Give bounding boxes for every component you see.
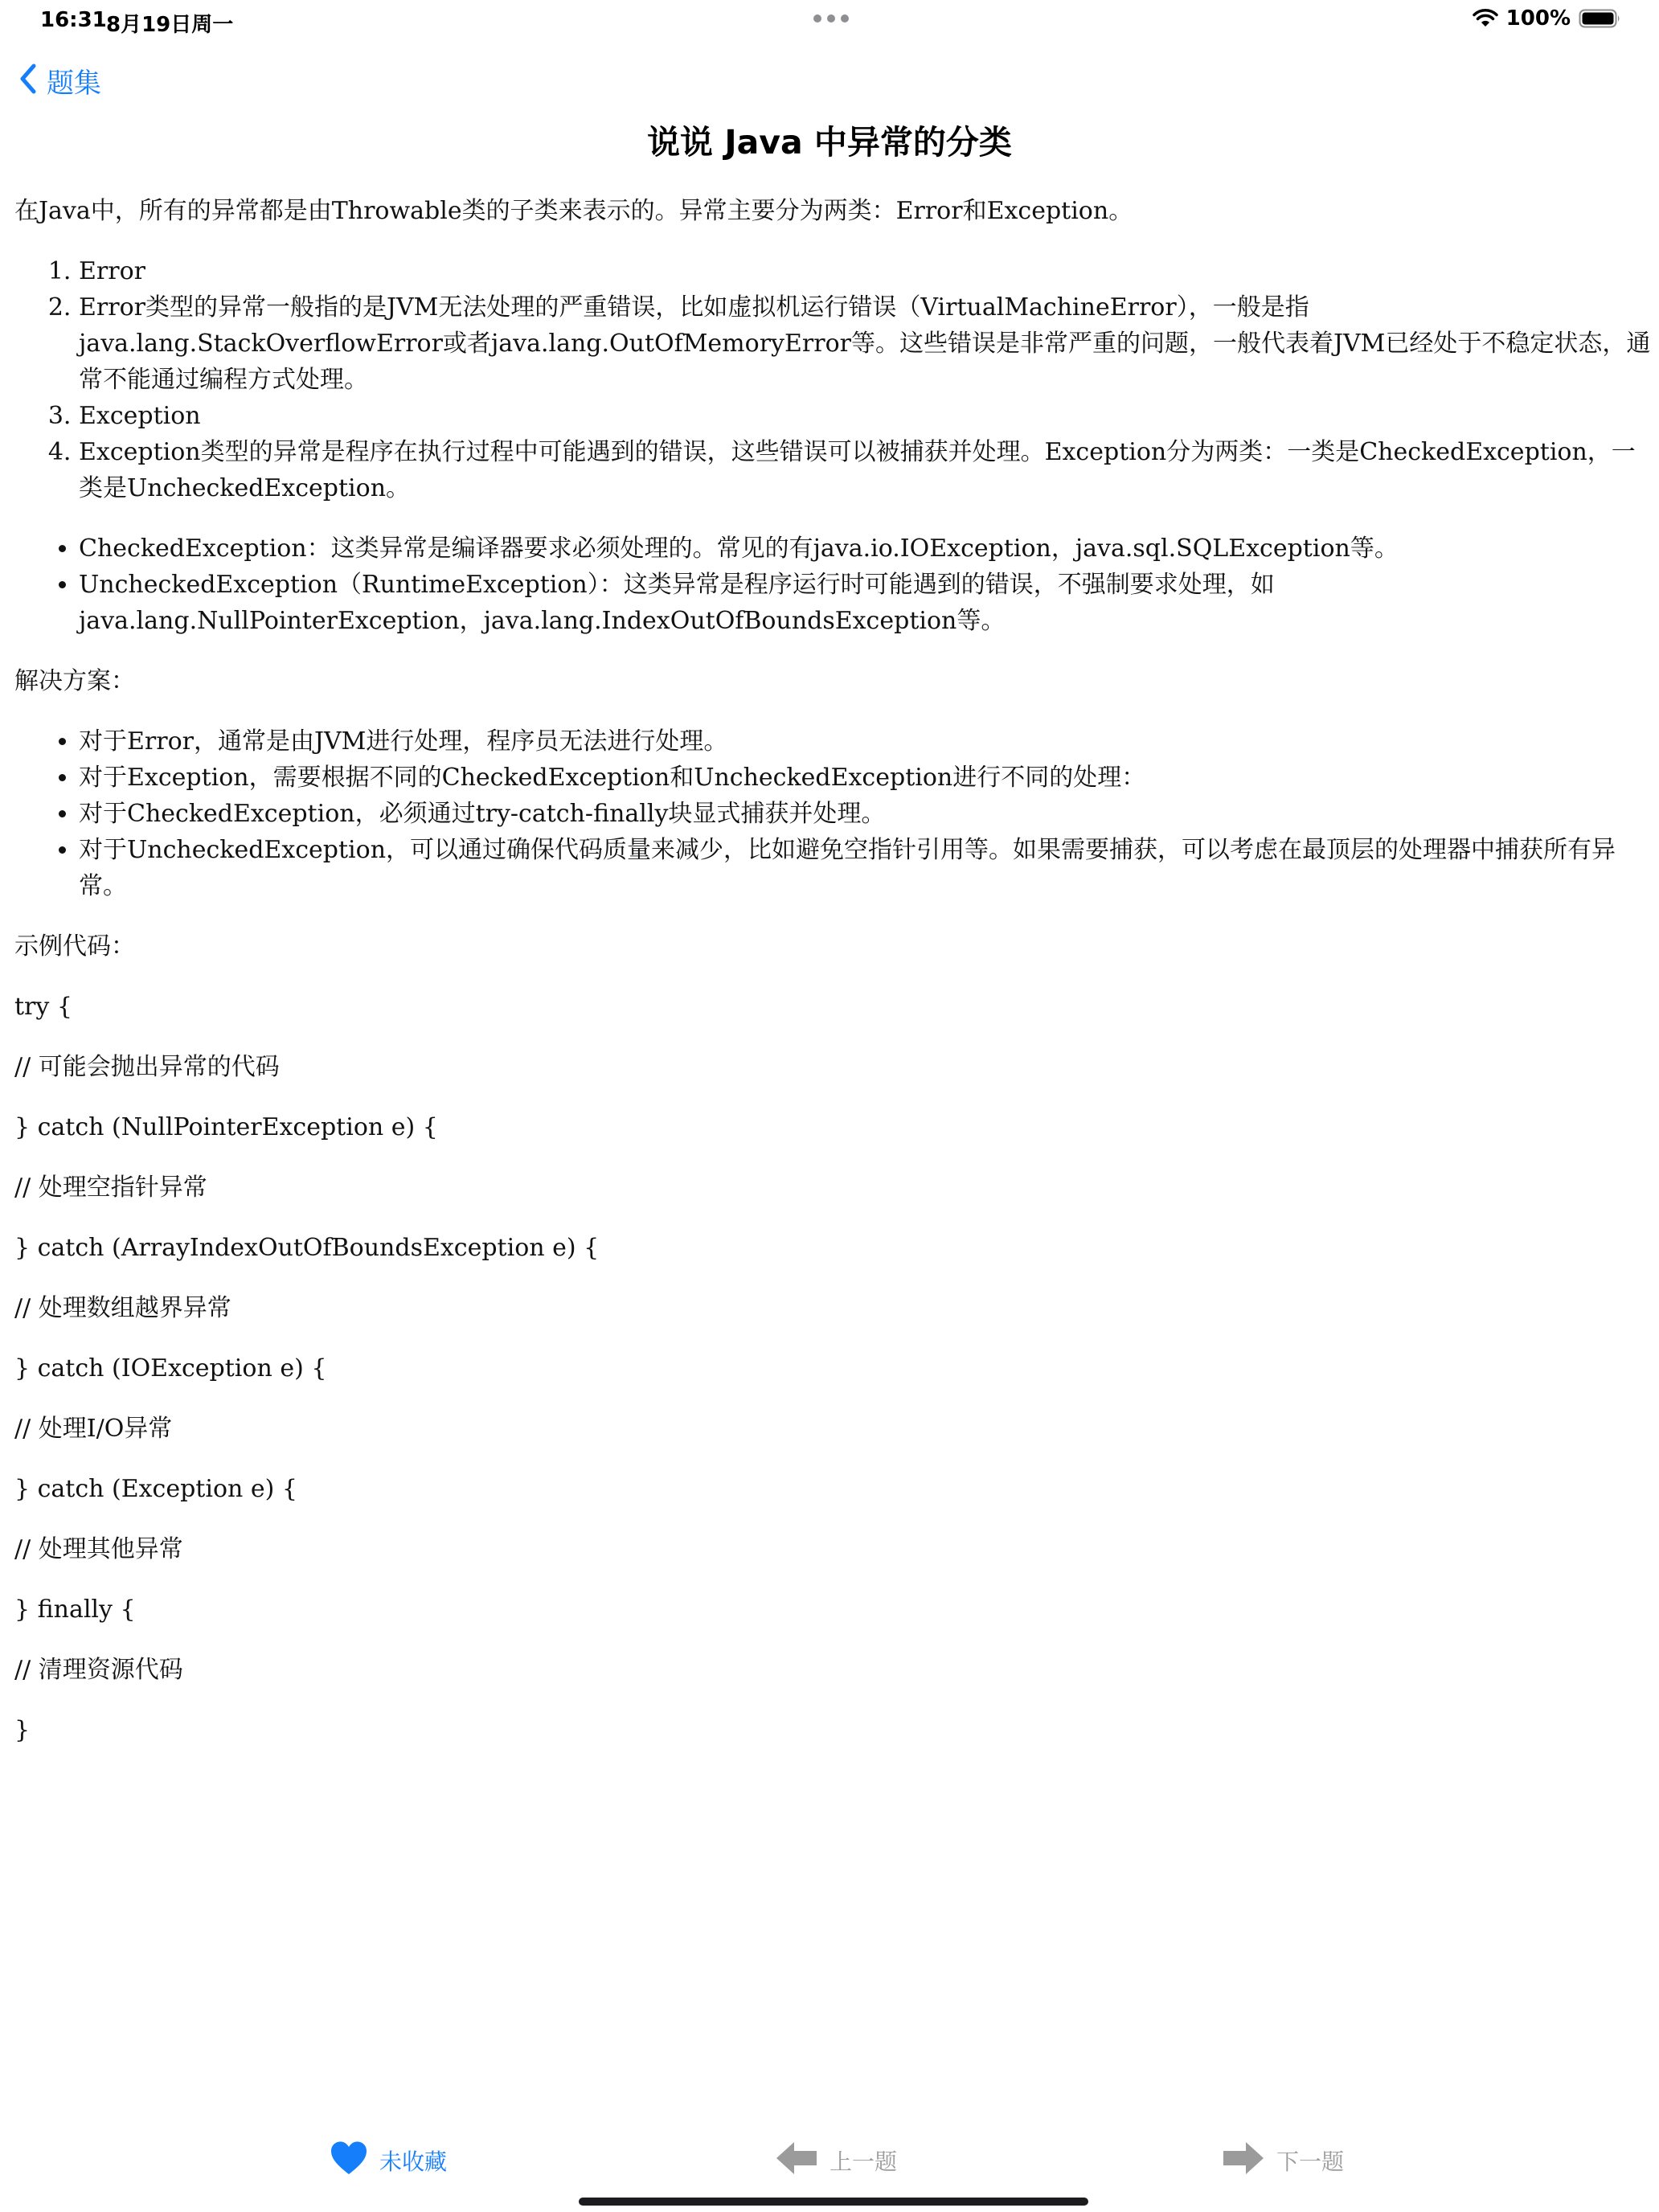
exception-types-list xyxy=(14,530,1654,639)
list-item: 4. Exception类型的异常是程序在执行过程中可能遇到的错误，这些错误可以被捕获并处理。Exception分为两类：一类是CheckedException，一类是UncheckedException。 xyxy=(79,434,1654,506)
heart-icon xyxy=(330,2140,368,2181)
bottom-toolbar xyxy=(0,2135,1659,2199)
favorite-label: 未收藏 xyxy=(379,2149,448,2175)
code-heading: 示例代码： xyxy=(14,932,135,961)
list-item: • 对于Error，通常是由JVM进行处理，程序员无法进行处理。 xyxy=(79,723,1654,760)
code-line: try { xyxy=(14,993,72,1021)
arrow-left-icon xyxy=(775,2140,818,2181)
arrow-right-icon xyxy=(1222,2140,1265,2181)
code-line: } catch (Exception e) { xyxy=(14,1475,297,1503)
status-indicators xyxy=(1473,6,1622,31)
code-line: } xyxy=(14,1716,31,1744)
page-title: 说说 Java 中异常的分类 xyxy=(647,123,1012,162)
list-item: 2. Error类型的异常一般指的是JVM无法处理的严重错误，比如虚拟机运行错误（VirtualMachineError），一般是指java.lang.StackOverflowError或者java.lang.OutOfMemoryError等。这些错误是非常严重的问题，一般代表着JVM已经处于不稳定状态，通常不能通过编程方式处理。 xyxy=(79,289,1654,398)
question-content xyxy=(14,193,1654,1772)
intro-paragraph: 在Java中，所有的异常都是由Throwable类的子类来表示的。异常主要分为两类：Error和Exception。 xyxy=(14,197,1133,225)
code-line: } catch (NullPointerException e) { xyxy=(14,1113,438,1141)
code-line: // 清理资源代码 xyxy=(14,1656,183,1684)
solution-heading: 解决方案： xyxy=(14,667,135,695)
code-line: // 可能会抛出异常的代码 xyxy=(14,1053,280,1081)
previous-question-button[interactable] xyxy=(775,2135,897,2186)
list-item: 3. Exception xyxy=(79,398,1654,434)
status-time: 16:31 xyxy=(40,8,107,32)
list-item: • UncheckedException（RuntimeException）：这类异常是程序运行时可能遇到的错误，不强制要求处理，如java.lang.NullPointerException，java.lang.IndexOutOfBoundsException等。 xyxy=(79,567,1654,639)
code-line: } catch (ArrayIndexOutOfBoundsException e) { xyxy=(14,1234,600,1262)
code-line: // 处理I/O异常 xyxy=(14,1415,173,1443)
previous-label: 上一题 xyxy=(830,2149,898,2175)
back-button[interactable] xyxy=(18,56,101,104)
list-item: • 对于Exception，需要根据不同的CheckedException和UncheckedException进行不同的处理： xyxy=(79,760,1654,796)
list-item: 1. Error xyxy=(79,253,1654,289)
status-bar xyxy=(0,0,1659,39)
chevron-left-icon xyxy=(18,63,39,98)
wifi-icon xyxy=(1473,9,1498,28)
list-item: • 对于UncheckedException，可以通过确保代码质量来减少，比如避免空指针引用等。如果需要捕获，可以考虑在最顶层的处理器中捕获所有异常。 xyxy=(79,832,1654,904)
list-item: • 对于CheckedException，必须通过try-catch-finally块显式捕获并处理。 xyxy=(79,796,1654,832)
battery-percent: 100% xyxy=(1505,6,1571,31)
next-label: 下一题 xyxy=(1276,2149,1345,2175)
exception-ordered-list xyxy=(14,253,1654,506)
status-date: 8月19日周一 xyxy=(106,13,234,37)
code-line: // 处理空指针异常 xyxy=(14,1174,207,1202)
next-question-button[interactable] xyxy=(1222,2135,1344,2186)
battery-icon xyxy=(1579,8,1622,29)
multitasking-dots-icon[interactable] xyxy=(813,14,849,23)
list-item: • CheckedException：这类异常是编译器要求必须处理的。常见的有java.io.IOException，java.sql.SQLException等。 xyxy=(79,530,1654,567)
code-line: // 处理数组越界异常 xyxy=(14,1294,231,1322)
home-indicator[interactable] xyxy=(579,2198,1088,2206)
code-line: // 处理其他异常 xyxy=(14,1535,183,1563)
code-line: } finally { xyxy=(14,1596,136,1624)
code-line: } catch (IOException e) { xyxy=(14,1354,327,1382)
solutions-list xyxy=(14,723,1654,904)
favorite-button[interactable] xyxy=(330,2135,447,2186)
back-label: 题集 xyxy=(47,67,101,100)
